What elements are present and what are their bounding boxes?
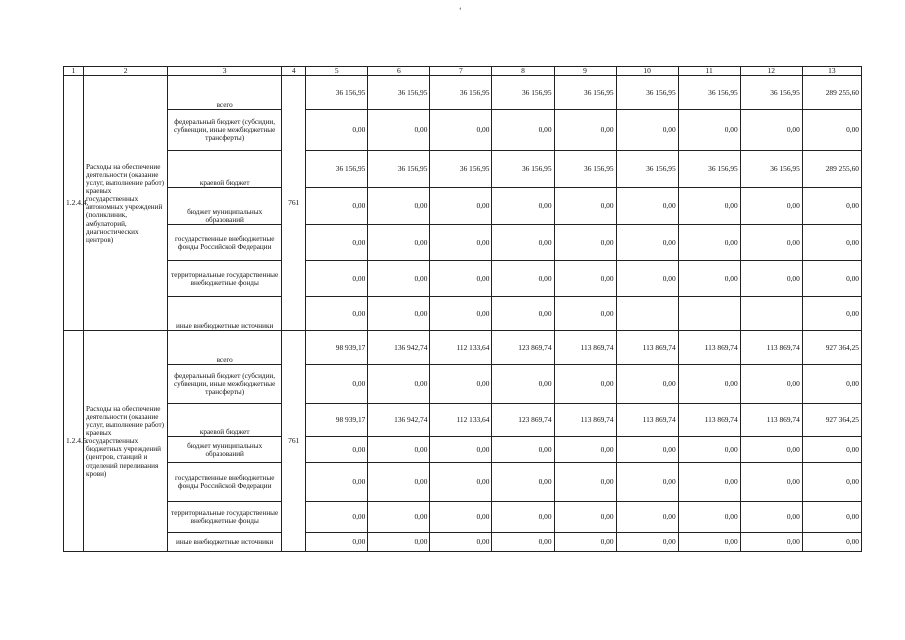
value-cell: 0,00 — [554, 188, 616, 225]
funding-source: всего — [168, 331, 282, 365]
value-cell: 0,00 — [368, 225, 430, 261]
budget-table — [63, 66, 862, 552]
value-cell: 0,00 — [554, 261, 616, 297]
value-cell: 0,00 — [554, 297, 616, 331]
value-cell: 0,00 — [616, 365, 678, 404]
value-cell — [616, 297, 678, 331]
value-cell: 36 156,95 — [616, 76, 678, 110]
value-cell: 0,00 — [554, 110, 616, 151]
section-name: Расходы на обеспечение деятельности (оказание услуг, выполнение работ) краевых государственных бюджетных учреждений (центров, станций и отделений переливания крови) — [84, 331, 168, 552]
value-cell: 0,00 — [368, 437, 430, 463]
value-cell: 0,00 — [554, 463, 616, 502]
value-cell: 0,00 — [740, 365, 802, 404]
table-row — [64, 225, 862, 261]
value-cell: 0,00 — [740, 188, 802, 225]
value-cell: 112 133,64 — [430, 404, 492, 437]
value-cell: 113 869,74 — [678, 331, 740, 365]
value-cell: 0,00 — [492, 365, 554, 404]
column-number: 12 — [740, 67, 802, 76]
value-cell: 0,00 — [740, 261, 802, 297]
total-cell: 0,00 — [802, 110, 861, 151]
value-cell: 0,00 — [306, 261, 368, 297]
value-cell: 0,00 — [554, 533, 616, 552]
value-cell: 0,00 — [554, 365, 616, 404]
value-cell: 123 869,74 — [492, 331, 554, 365]
value-cell: 36 156,95 — [678, 76, 740, 110]
table-row — [64, 261, 862, 297]
value-cell: 113 869,74 — [678, 404, 740, 437]
value-cell: 36 156,95 — [554, 76, 616, 110]
value-cell: 0,00 — [368, 365, 430, 404]
funding-source: территориальные государственные внебюджетные фонды — [168, 261, 282, 297]
table-row — [64, 297, 862, 331]
table-row — [64, 404, 862, 437]
value-cell: 0,00 — [740, 533, 802, 552]
value-cell: 0,00 — [306, 502, 368, 533]
value-cell: 98 939,17 — [306, 331, 368, 365]
value-cell: 36 156,95 — [678, 151, 740, 188]
column-number: 6 — [368, 67, 430, 76]
value-cell: 0,00 — [368, 110, 430, 151]
page-mark: ʻ — [459, 6, 462, 15]
total-cell: 289 255,60 — [802, 151, 861, 188]
value-cell: 36 156,95 — [740, 76, 802, 110]
funding-source: бюджет муниципальных образований — [168, 188, 282, 225]
value-cell: 0,00 — [492, 225, 554, 261]
total-cell: 0,00 — [802, 437, 861, 463]
value-cell: 36 156,95 — [306, 151, 368, 188]
column-number-row — [64, 67, 862, 76]
funding-source: краевой бюджет — [168, 404, 282, 437]
value-cell: 0,00 — [306, 188, 368, 225]
value-cell: 0,00 — [306, 365, 368, 404]
value-cell: 0,00 — [492, 463, 554, 502]
value-cell: 98 939,17 — [306, 404, 368, 437]
grbs-code: 761 — [282, 76, 306, 331]
column-number: 3 — [168, 67, 282, 76]
total-cell: 0,00 — [802, 261, 861, 297]
value-cell: 0,00 — [678, 533, 740, 552]
total-cell: 0,00 — [802, 297, 861, 331]
value-cell: 0,00 — [740, 502, 802, 533]
value-cell: 0,00 — [492, 110, 554, 151]
table-row — [64, 533, 862, 552]
column-number: 7 — [430, 67, 492, 76]
value-cell: 0,00 — [492, 297, 554, 331]
funding-source: территориальные государственные внебюджетные фонды — [168, 502, 282, 533]
value-cell: 136 942,74 — [368, 331, 430, 365]
column-number: 13 — [802, 67, 861, 76]
value-cell: 113 869,74 — [740, 404, 802, 437]
table-row — [64, 331, 862, 365]
value-cell: 0,00 — [430, 437, 492, 463]
value-cell: 0,00 — [740, 110, 802, 151]
value-cell: 113 869,74 — [740, 331, 802, 365]
value-cell: 0,00 — [492, 261, 554, 297]
value-cell: 0,00 — [678, 365, 740, 404]
total-cell: 927 364,25 — [802, 404, 861, 437]
value-cell: 113 869,74 — [616, 331, 678, 365]
value-cell: 0,00 — [740, 463, 802, 502]
value-cell: 0,00 — [492, 533, 554, 552]
funding-source: иные внебюджетные источники — [168, 533, 282, 552]
value-cell: 0,00 — [430, 297, 492, 331]
value-cell: 0,00 — [306, 437, 368, 463]
value-cell: 123 869,74 — [492, 404, 554, 437]
table-row — [64, 188, 862, 225]
value-cell: 36 156,95 — [430, 151, 492, 188]
value-cell: 0,00 — [616, 225, 678, 261]
value-cell: 0,00 — [678, 110, 740, 151]
value-cell: 0,00 — [430, 110, 492, 151]
section-code: 1.2.4.5. — [64, 331, 84, 552]
value-cell: 0,00 — [616, 533, 678, 552]
funding-source: бюджет муниципальных образований — [168, 437, 282, 463]
value-cell: 0,00 — [306, 225, 368, 261]
value-cell: 0,00 — [430, 365, 492, 404]
table-row — [64, 437, 862, 463]
value-cell: 0,00 — [740, 437, 802, 463]
value-cell: 0,00 — [678, 188, 740, 225]
value-cell — [678, 297, 740, 331]
value-cell: 36 156,95 — [306, 76, 368, 110]
value-cell: 36 156,95 — [740, 151, 802, 188]
value-cell: 113 869,74 — [554, 331, 616, 365]
value-cell: 0,00 — [368, 502, 430, 533]
value-cell: 0,00 — [492, 502, 554, 533]
value-cell: 0,00 — [678, 225, 740, 261]
value-cell: 113 869,74 — [554, 404, 616, 437]
value-cell: 0,00 — [554, 437, 616, 463]
table-row — [64, 110, 862, 151]
value-cell: 0,00 — [492, 437, 554, 463]
value-cell: 0,00 — [306, 110, 368, 151]
value-cell: 36 156,95 — [492, 151, 554, 188]
total-cell: 289 255,60 — [802, 76, 861, 110]
value-cell: 36 156,95 — [616, 151, 678, 188]
value-cell: 0,00 — [616, 188, 678, 225]
table-row — [64, 502, 862, 533]
value-cell: 0,00 — [616, 437, 678, 463]
funding-source: государственные внебюджетные фонды Российской Федерации — [168, 463, 282, 502]
total-cell: 0,00 — [802, 365, 861, 404]
column-number: 4 — [282, 67, 306, 76]
total-cell: 0,00 — [802, 188, 861, 225]
section-code: 1.2.4.4. — [64, 76, 84, 331]
value-cell: 113 869,74 — [616, 404, 678, 437]
column-number: 9 — [554, 67, 616, 76]
value-cell: 0,00 — [368, 297, 430, 331]
column-number: 5 — [306, 67, 368, 76]
value-cell: 0,00 — [430, 463, 492, 502]
column-number: 11 — [678, 67, 740, 76]
funding-source: государственные внебюджетные фонды Российской Федерации — [168, 225, 282, 261]
value-cell: 0,00 — [430, 502, 492, 533]
funding-source: всего — [168, 76, 282, 110]
value-cell: 36 156,95 — [368, 76, 430, 110]
table-row — [64, 151, 862, 188]
value-cell: 0,00 — [430, 188, 492, 225]
value-cell: 36 156,95 — [492, 76, 554, 110]
column-number: 8 — [492, 67, 554, 76]
value-cell: 0,00 — [616, 261, 678, 297]
value-cell: 0,00 — [368, 463, 430, 502]
value-cell: 0,00 — [306, 533, 368, 552]
value-cell: 0,00 — [306, 297, 368, 331]
column-number: 10 — [616, 67, 678, 76]
funding-source: краевой бюджет — [168, 151, 282, 188]
value-cell: 0,00 — [554, 225, 616, 261]
grbs-code: 761 — [282, 331, 306, 552]
total-cell: 0,00 — [802, 502, 861, 533]
value-cell: 0,00 — [616, 463, 678, 502]
value-cell: 0,00 — [616, 502, 678, 533]
value-cell: 0,00 — [368, 188, 430, 225]
table-row — [64, 463, 862, 502]
value-cell: 0,00 — [678, 502, 740, 533]
funding-source: федеральный бюджет (субсидии, субвенции, иные межбюджетные трансферты) — [168, 365, 282, 404]
value-cell: 0,00 — [740, 225, 802, 261]
total-cell: 0,00 — [802, 463, 861, 502]
value-cell: 36 156,95 — [430, 76, 492, 110]
value-cell: 0,00 — [492, 188, 554, 225]
column-number: 2 — [84, 67, 168, 76]
table-row — [64, 76, 862, 110]
total-cell: 0,00 — [802, 533, 861, 552]
value-cell: 36 156,95 — [368, 151, 430, 188]
value-cell: 0,00 — [430, 225, 492, 261]
value-cell: 0,00 — [678, 437, 740, 463]
value-cell: 136 942,74 — [368, 404, 430, 437]
value-cell: 0,00 — [368, 533, 430, 552]
value-cell: 0,00 — [678, 261, 740, 297]
value-cell: 112 133,64 — [430, 331, 492, 365]
column-number: 1 — [64, 67, 84, 76]
funding-source: иные внебюджетные источники — [168, 297, 282, 331]
total-cell: 0,00 — [802, 225, 861, 261]
value-cell: 0,00 — [678, 463, 740, 502]
value-cell — [740, 297, 802, 331]
value-cell: 36 156,95 — [554, 151, 616, 188]
value-cell: 0,00 — [368, 261, 430, 297]
funding-source: федеральный бюджет (субсидии, субвенции, иные межбюджетные трансферты) — [168, 110, 282, 151]
value-cell: 0,00 — [616, 110, 678, 151]
value-cell: 0,00 — [306, 463, 368, 502]
table-row — [64, 365, 862, 404]
value-cell: 0,00 — [554, 502, 616, 533]
section-name: Расходы на обеспечение деятельности (оказание услуг, выполнение работ) краевых государственных автономных учреждений (поликлиник, амбулаторий, диагностических центров) — [84, 76, 168, 331]
value-cell: 0,00 — [430, 261, 492, 297]
value-cell: 0,00 — [430, 533, 492, 552]
total-cell: 927 364,25 — [802, 331, 861, 365]
